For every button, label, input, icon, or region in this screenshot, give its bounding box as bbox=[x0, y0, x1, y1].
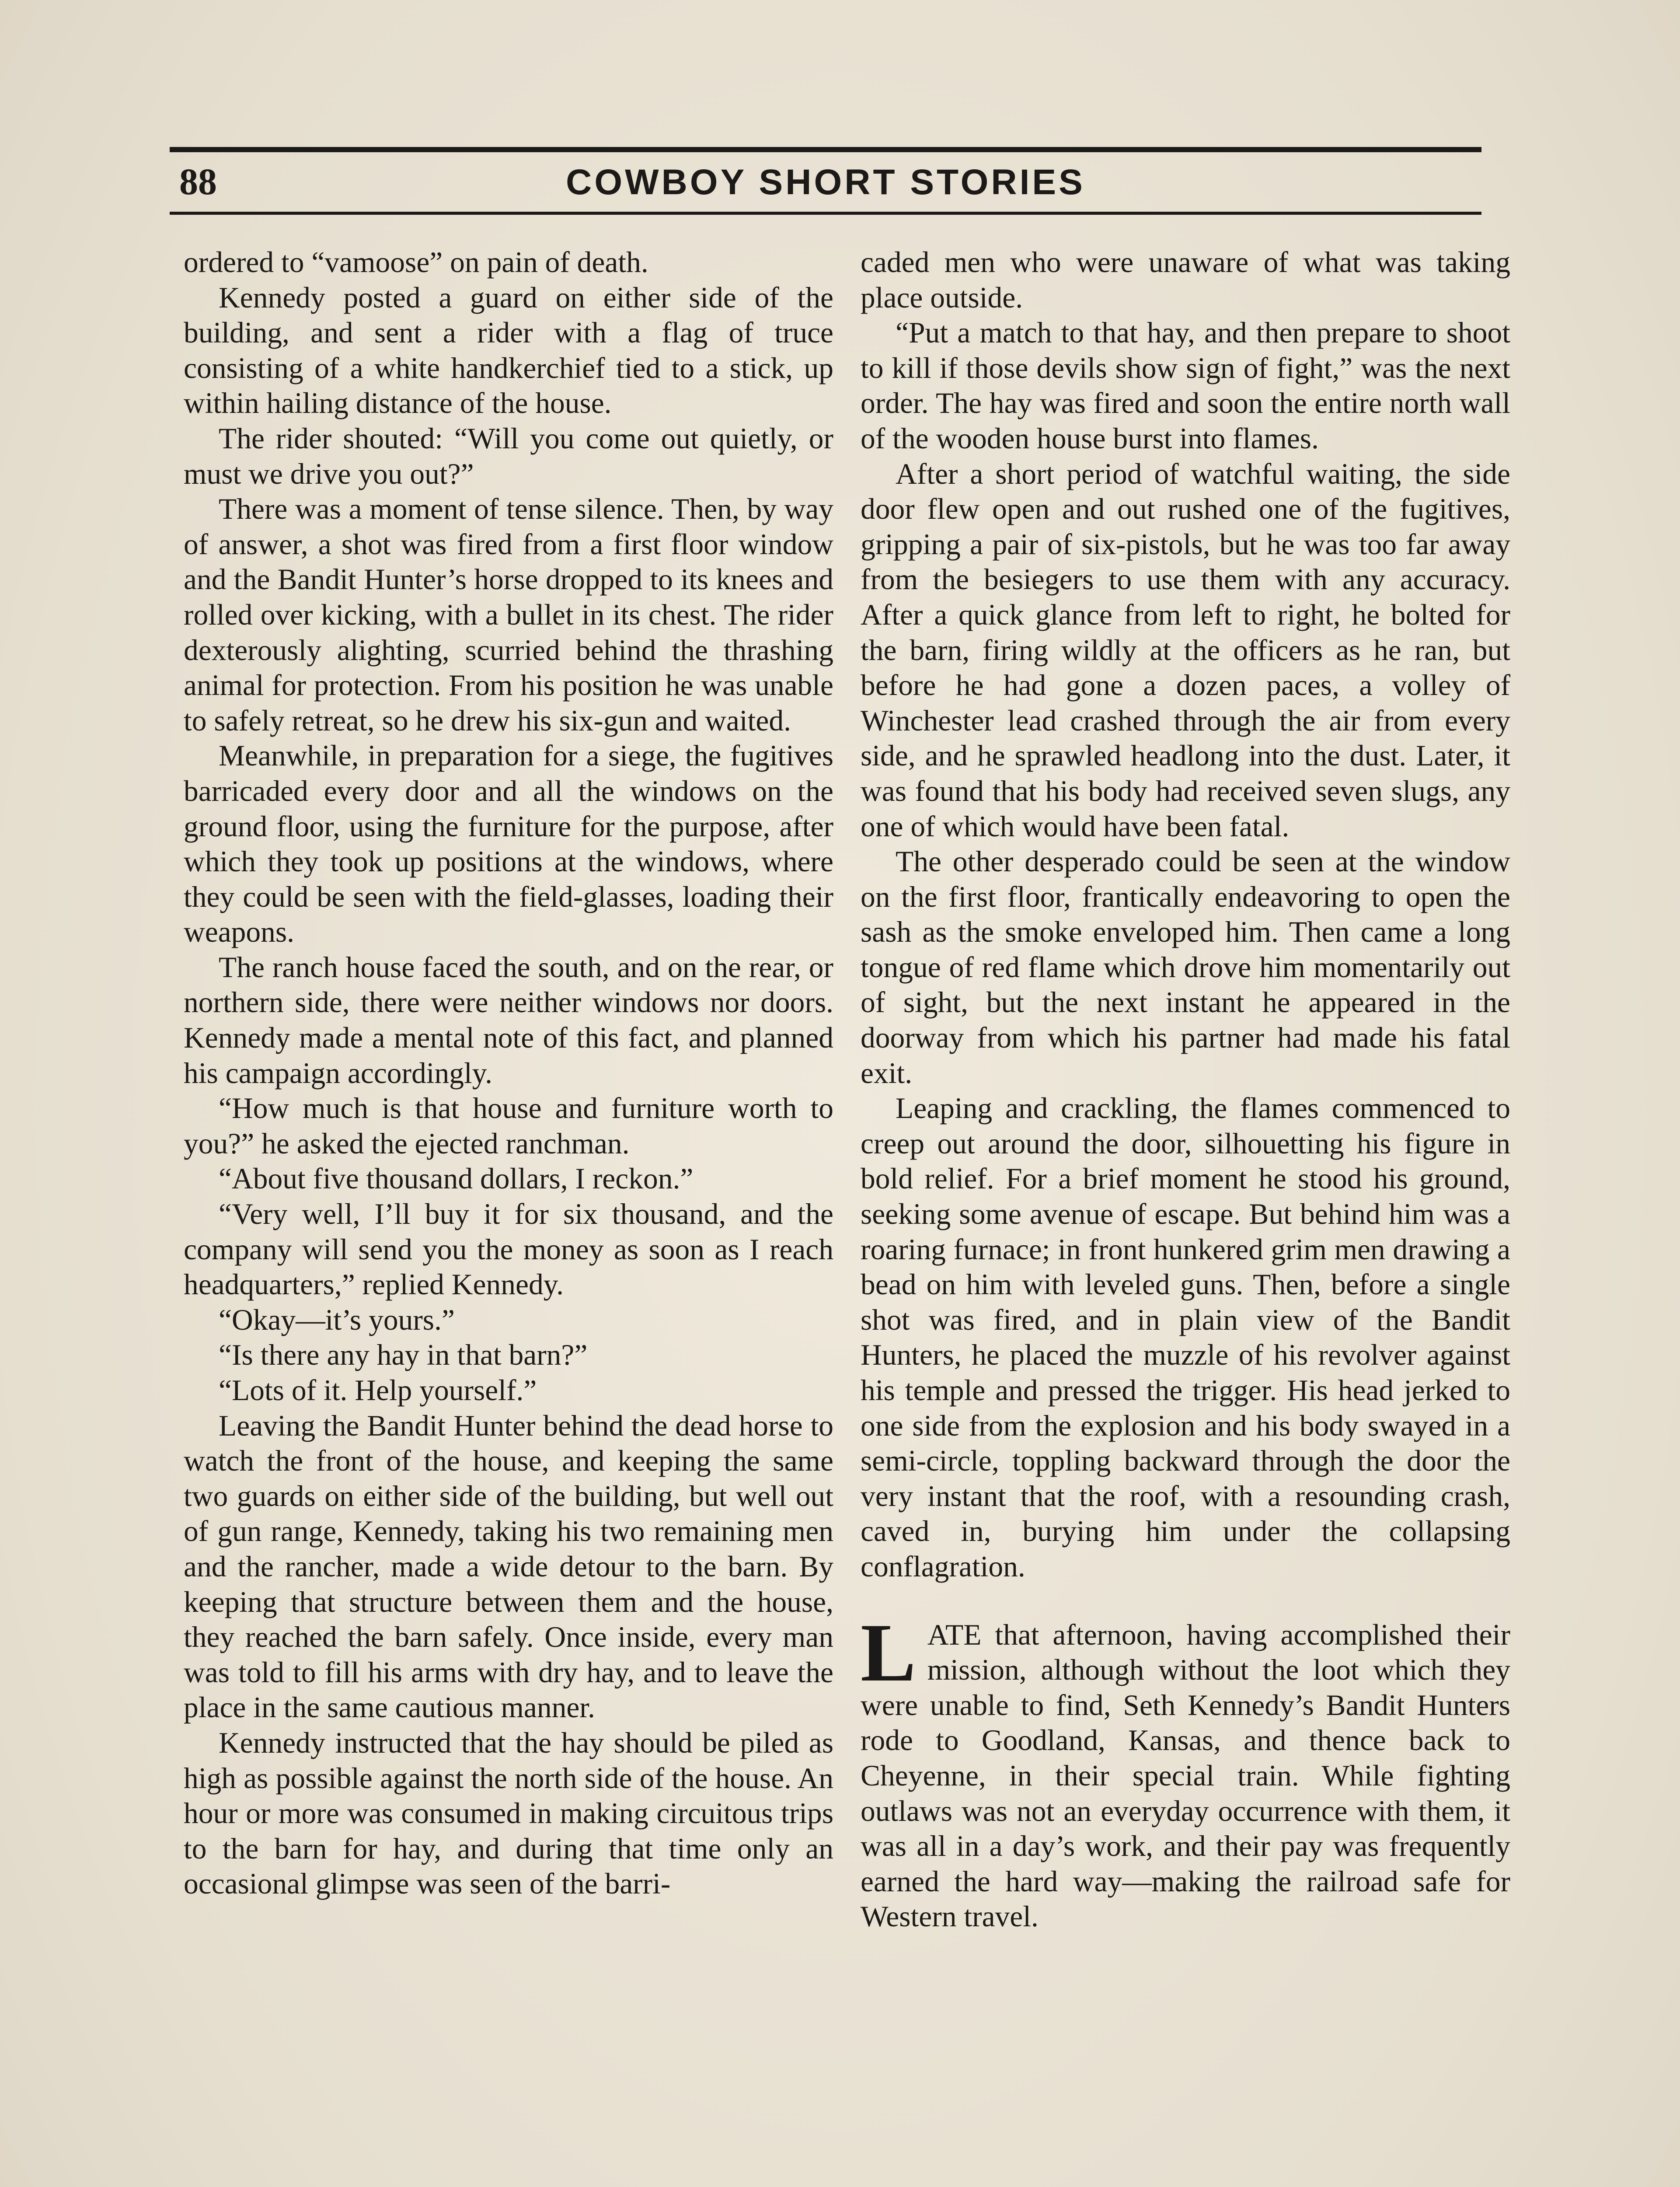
right-column-paragraphs bbox=[861, 245, 1510, 1585]
paragraph: “Is there any hay in that barn?” bbox=[219, 1338, 588, 1372]
paragraph: caded men who were unaware of what was taking place outside. bbox=[861, 246, 1510, 314]
paragraph: The ranch house faced the south, and on the rear, or northern side, there were neither windows nor doors. Kennedy made a mental note of this fact, and planned his campaign accordingly. bbox=[184, 950, 833, 1090]
section-break bbox=[861, 1585, 1510, 1618]
paragraph: “Lots of it. Help yourself.” bbox=[219, 1374, 537, 1407]
paragraph: Kennedy instructed that the hay should be piled as high as possible against the north side of the house. An hour or more was consumed in making circuitous trips to the barn for hay, and during that time only an occasional glimpse was seen of the barri- bbox=[184, 1726, 833, 1901]
paragraph: There was a moment of tense silence. Then, by way of answer, a shot was fired from a first floor window and the Bandit Hunter’s horse dropped to its knees and rolled over kicking, with a bullet in its chest. The rider dexterously alighting, scurried behind the thrashing animal for protection. From his position he was unable to safely retreat, so he drew his six-gun and waited. bbox=[184, 493, 833, 737]
paragraph: Meanwhile, in preparation for a siege, the fugitives barricaded every door and all the windows on the ground floor, using the furniture for the purpose, after which they took up positions at the windows, where they could be seen with the field-glasses, loading their weapons. bbox=[184, 739, 833, 949]
paragraph: Leaping and crackling, the flames commenced to creep out around the door, silhouetting his figure in bold relief. For a brief moment he stood his ground, seeking some avenue of escape. But behind him was a roaring furnace; in front hunkered grim men drawing a bead on him with leveled guns. Then, before a single shot was fired, and in plain view of the Bandit Hunters, he placed the muzzle of his revolver against his temple and pressed the trigger. His head jerked to one side from the explosion and his body swayed in a semi-circle, toppling backward through the door the very instant that the roof, with a resounding crash, caved in, burying him under the collapsing conflagration. bbox=[861, 1092, 1510, 1583]
header-top-rule bbox=[170, 147, 1481, 152]
right-column bbox=[861, 245, 1510, 1935]
magazine-title: COWBOY SHORT STORIES bbox=[566, 162, 1085, 202]
paragraph: ordered to “vamoose” on pain of death. bbox=[184, 246, 648, 279]
paragraph: Kennedy posted a guard on either side of the building, and sent a rider with a flag of truce consisting of a white handkerchief tied to a stick, up within hailing distance of the house. bbox=[184, 281, 833, 420]
final-paragraph-text: ATE that afternoon, having accomplished their mission, although without the loot which they were unable to find, Seth Kennedy’s Bandit Hunters rode to Goodland, Kansas, and thence back to Cheyenne, in their special train. While fighting outlaws was not an everyday occurrence with them, it was all in a day’s work, and their pay was frequently earned the hard way—making the railroad safe for Western travel. bbox=[861, 1618, 1510, 1933]
drop-cap: L bbox=[861, 1607, 916, 1699]
paragraph: The other desperado could be seen at the window on the first floor, frantically endeavoring to open the sash as the smoke enveloped him. Then came a long tongue of red flame which drove him momentarily out of sight, but the next instant he appeared in the doorway from which his partner had made his fatal exit. bbox=[861, 845, 1510, 1090]
paragraph: “How much is that house and furniture worth to you?” he asked the ejected ranchman. bbox=[184, 1092, 833, 1160]
left-column bbox=[184, 245, 833, 1902]
paragraph: “About five thousand dollars, I reckon.” bbox=[219, 1162, 694, 1195]
paragraph: “Very well, I’ll buy it for six thousand, and the company will send you the money as soon as I reach headquarters,” replied Kennedy. bbox=[184, 1198, 833, 1301]
paragraph: Leaving the Bandit Hunter behind the dead horse to watch the front of the house, and keeping the same two guards on either side of the building, but well out of gun range, Kennedy, taking his two remaining men and the rancher, made a wide detour to the barn. By keeping that structure between them and the house, they reached the barn safely. Once inside, every man was told to fill his arms with dry hay, and to leave the place in the same cautious manner. bbox=[184, 1409, 833, 1724]
header-bottom-rule bbox=[170, 212, 1481, 215]
paragraph: The rider shouted: “Will you come out quietly, or must we drive you out?” bbox=[184, 422, 833, 490]
paragraph: “Put a match to that hay, and then prepare to shoot to kill if those devils show sign of fight,” was the next order. The hay was fired and soon the entire north wall of the wooden house burst into flames. bbox=[861, 316, 1510, 455]
paragraph: “Okay—it’s yours.” bbox=[219, 1303, 455, 1336]
final-paragraph bbox=[861, 1607, 1510, 1935]
page-number: 88 bbox=[179, 161, 217, 203]
paragraph: After a short period of watchful waiting, the side door flew open and out rushed one of the fugitives, gripping a pair of six-pistols, but he was too far away from the besiegers to use them with any accuracy. After a quick glance from left to right, he bolted for the barn, firing wildly at the officers as he ran, but before he had gone a dozen paces, a volley of Winchester lead crashed through the air from every side, and he sprawled headlong into the dust. Later, it was found that his body had received seven slugs, any one of which would have been fatal. bbox=[861, 457, 1510, 843]
